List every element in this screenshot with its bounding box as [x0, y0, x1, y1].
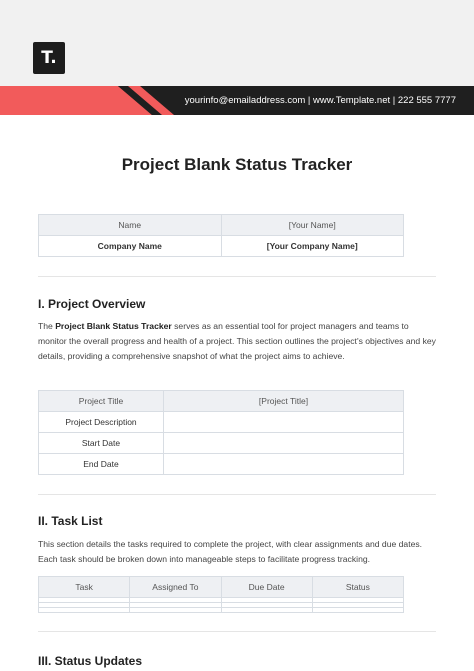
page-title: Project Blank Status Tracker [121, 155, 353, 174]
status-cell[interactable] [312, 608, 403, 613]
logo [33, 42, 65, 74]
status-column-header: Status [312, 577, 403, 598]
logo-text: T. [41, 48, 57, 68]
project-table-header [39, 391, 404, 412]
task-table-header [39, 577, 404, 598]
start-date-label: Start Date [39, 433, 164, 454]
table-row [39, 433, 404, 454]
info-value-company: [Your Company Name] [221, 236, 404, 257]
assigned-column-header: Assigned To [130, 577, 221, 598]
divider [38, 631, 436, 632]
info-label-name: Name [39, 215, 222, 236]
info-row [39, 236, 404, 257]
header-background [0, 0, 474, 86]
due-date-column-header: Due Date [221, 577, 312, 598]
section-heading-overview: I. Project Overview [38, 297, 146, 311]
end-date-label: End Date [39, 454, 164, 475]
info-table [38, 214, 404, 257]
section-heading-tasks: II. Task List [38, 514, 103, 528]
project-description-label: Project Description [39, 412, 164, 433]
project-title-value: [Project Title] [164, 391, 404, 412]
end-date-value[interactable] [164, 454, 404, 475]
overview-text-bold: Project Blank Status Tracker [55, 321, 172, 331]
task-table [38, 576, 404, 613]
info-label-company: Company Name [39, 236, 222, 257]
task-column-header: Task [39, 577, 130, 598]
table-row [39, 454, 404, 475]
overview-paragraph [38, 319, 436, 364]
due-date-cell[interactable] [221, 608, 312, 613]
task-cell[interactable] [39, 608, 130, 613]
contact-info: yourinfo@emailaddress.com | www.Template.net | 222 555 7777 [184, 95, 456, 106]
divider [38, 494, 436, 495]
info-value-name: [Your Name] [221, 215, 404, 236]
assigned-cell[interactable] [130, 608, 221, 613]
table-row [39, 608, 404, 613]
info-row [39, 215, 404, 236]
tasks-paragraph: This section details the tasks required to complete the project, with clear assignments and due dates. Each task should be broken down into manageable steps to facilitate progress tracking. [38, 539, 423, 564]
overview-text-rest: serves as an essential tool for project managers and teams to monitor the overall progress and health of a project. This section outlines the project's objectives and key details, providing a comprehensive snapshot of what the project aims to achieve. [38, 321, 436, 361]
project-title-label: Project Title [39, 391, 164, 412]
table-row [39, 412, 404, 433]
divider [38, 276, 436, 277]
section-heading-status: III. Status Updates [38, 654, 143, 668]
project-table [38, 390, 404, 475]
overview-text-prefix: The [38, 321, 56, 331]
start-date-value[interactable] [164, 433, 404, 454]
project-description-value[interactable] [164, 412, 404, 433]
header-band [0, 86, 474, 115]
